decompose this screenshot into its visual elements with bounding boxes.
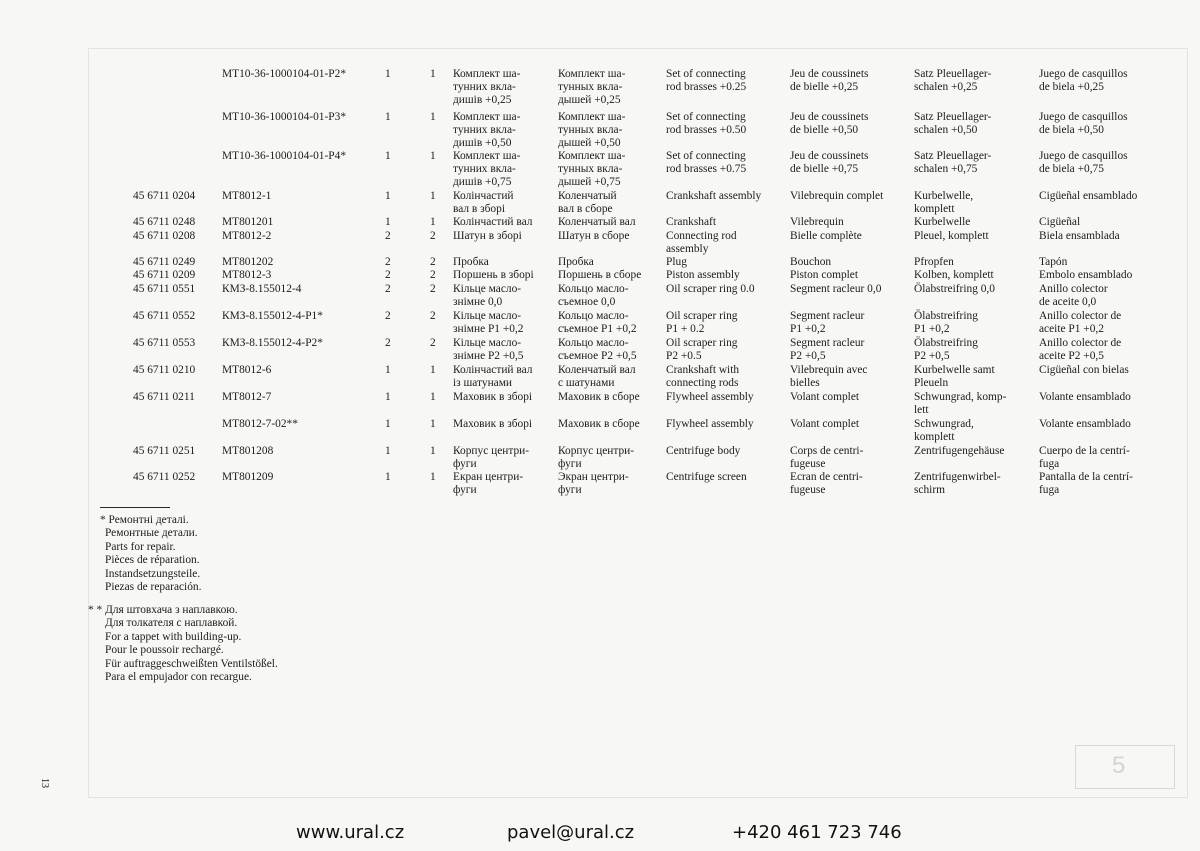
name-english: Piston assembly bbox=[666, 269, 740, 281]
footnote-line: Pour le poussoir rechargé. bbox=[105, 644, 224, 657]
part-number: MT10-36-1000104-01-P2* bbox=[222, 68, 347, 80]
name-french: Bielle complète bbox=[790, 230, 862, 242]
name-german: Ölabstreifring P1 +0,2 bbox=[914, 310, 978, 335]
name-english: Set of connecting rod brasses +0.25 bbox=[666, 68, 747, 93]
name-russian: Поршень в сборе bbox=[558, 269, 642, 281]
name-ukrainian: Комплект ша- тунних вкла- дишів +0,75 bbox=[453, 150, 521, 188]
name-ukrainian: Маховик в зборі bbox=[453, 391, 533, 403]
part-number: MT8012-7-02** bbox=[222, 418, 298, 430]
quantity-b: 2 bbox=[430, 337, 436, 349]
name-english: Oil scraper ring 0.0 bbox=[666, 283, 755, 295]
quantity-b: 1 bbox=[430, 364, 436, 376]
quantity-a: 2 bbox=[385, 310, 391, 322]
quantity-b: 1 bbox=[430, 471, 436, 483]
name-english: Centrifuge body bbox=[666, 445, 741, 457]
footnote-line: Для толкателя с наплавкой. bbox=[105, 617, 238, 630]
part-number: MT801208 bbox=[222, 445, 274, 457]
footnote-line: Ремонтные детали. bbox=[105, 527, 198, 540]
name-ukrainian: Колінчастий вал bbox=[453, 216, 533, 228]
name-english: Crankshaft assembly bbox=[666, 190, 762, 202]
name-german: Kolben, komplett bbox=[914, 269, 994, 281]
part-number: MT8012-1 bbox=[222, 190, 272, 202]
name-german: Zentrifugengehäuse bbox=[914, 445, 1005, 457]
name-russian: Корпус центри- фуги bbox=[558, 445, 635, 470]
quantity-b: 1 bbox=[430, 391, 436, 403]
name-russian: Маховик в сборе bbox=[558, 391, 640, 403]
name-ukrainian: Маховик в зборі bbox=[453, 418, 533, 430]
catalog-number: 45 6711 0553 bbox=[133, 337, 196, 349]
name-russian: Кольцо масло- съемное 0,0 bbox=[558, 283, 629, 308]
name-french: Jeu de coussinets de bielle +0,25 bbox=[790, 68, 869, 93]
name-ukrainian: Кільце масло- знімне 0,0 bbox=[453, 283, 522, 308]
part-number: КМЗ-8.155012-4 bbox=[222, 283, 302, 295]
part-number: MT8012-2 bbox=[222, 230, 272, 242]
quantity-a: 2 bbox=[385, 337, 391, 349]
footer-website-link[interactable]: www.ural.cz bbox=[296, 822, 405, 843]
name-german: Kurbelwelle bbox=[914, 216, 971, 228]
name-spanish: Juego de casquillos de biela +0,50 bbox=[1039, 111, 1128, 136]
name-german: Satz Pleuellager- schalen +0,50 bbox=[914, 111, 992, 136]
name-english: Crankshaft bbox=[666, 216, 716, 228]
name-french: Segment racleur P2 +0,5 bbox=[790, 337, 865, 362]
part-number: MT801209 bbox=[222, 471, 274, 483]
name-ukrainian: Пробка bbox=[453, 256, 489, 268]
name-russian: Коленчатый вал в сборе bbox=[558, 190, 617, 215]
name-german: Satz Pleuellager- schalen +0,25 bbox=[914, 68, 992, 93]
name-french: Volant complet bbox=[790, 391, 860, 403]
name-spanish: Anillo colector de aceite P2 +0,5 bbox=[1039, 337, 1122, 362]
quantity-a: 1 bbox=[385, 68, 391, 80]
footnote-line: Piezas de reparación. bbox=[105, 581, 202, 594]
quantity-b: 1 bbox=[430, 216, 436, 228]
name-french: Jeu de coussinets de bielle +0,75 bbox=[790, 150, 869, 175]
name-ukrainian: Екран центри- фуги bbox=[453, 471, 524, 496]
footnote-line: Instandsetzungsteile. bbox=[105, 567, 201, 580]
name-spanish: Volante ensamblado bbox=[1039, 391, 1131, 403]
quantity-a: 1 bbox=[385, 150, 391, 162]
name-ukrainian: Кільце масло- знімне P2 +0,5 bbox=[453, 337, 524, 362]
name-english: Oil scraper ring P1 + 0.2 bbox=[666, 310, 738, 335]
name-russian: Пробка bbox=[558, 256, 594, 268]
name-french: Piston complet bbox=[790, 269, 859, 281]
name-english: Connecting rod assembly bbox=[666, 230, 737, 255]
name-ukrainian: Комплект ша- тунних вкла- дишів +0,25 bbox=[453, 68, 521, 106]
part-number: MT8012-6 bbox=[222, 364, 272, 376]
name-english: Flywheel assembly bbox=[666, 391, 754, 403]
quantity-b: 2 bbox=[430, 256, 436, 268]
catalog-number: 45 6711 0208 bbox=[133, 230, 196, 242]
name-german: Pfropfen bbox=[914, 256, 954, 268]
name-german: Schwungrad, komp- lett bbox=[914, 391, 1007, 416]
part-number: MT10-36-1000104-01-P4* bbox=[222, 150, 347, 162]
quantity-a: 1 bbox=[385, 364, 391, 376]
name-french: Segment racleur 0,0 bbox=[790, 283, 882, 295]
name-french: Jeu de coussinets de bielle +0,50 bbox=[790, 111, 869, 136]
name-french: Vilebrequin bbox=[790, 216, 844, 228]
part-number: MT10-36-1000104-01-P3* bbox=[222, 111, 347, 123]
catalog-number: 45 6711 0211 bbox=[133, 391, 195, 403]
name-ukrainian: Колінчастий вал із шатунами bbox=[453, 364, 533, 389]
quantity-a: 2 bbox=[385, 269, 391, 281]
name-english: Set of connecting rod brasses +0.75 bbox=[666, 150, 747, 175]
name-french: Volant complet bbox=[790, 418, 860, 430]
name-english: Set of connecting rod brasses +0.50 bbox=[666, 111, 747, 136]
quantity-a: 2 bbox=[385, 256, 391, 268]
quantity-b: 1 bbox=[430, 111, 436, 123]
name-english: Plug bbox=[666, 256, 687, 268]
name-russian: Маховик в сборе bbox=[558, 418, 640, 430]
name-german: Ölabstreifring P2 +0,5 bbox=[914, 337, 978, 362]
name-german: Ölabstreifring 0,0 bbox=[914, 283, 995, 295]
footnote-line: Für auftraggeschweißten Ventilstößel. bbox=[105, 657, 278, 670]
footnote-line: * Ремонтні деталі. bbox=[100, 514, 189, 526]
part-number: КМЗ-8.155012-4-P2* bbox=[222, 337, 323, 349]
name-german: Satz Pleuellager- schalen +0,75 bbox=[914, 150, 992, 175]
name-russian: Комплект ша- тунных вкла- дышей +0,50 bbox=[558, 111, 626, 149]
name-french: Segment racleur P1 +0,2 bbox=[790, 310, 865, 335]
name-spanish: Cigüeñal con bielas bbox=[1039, 364, 1129, 376]
part-number: MT801202 bbox=[222, 256, 274, 268]
name-ukrainian: Корпус центри- фуги bbox=[453, 445, 530, 470]
quantity-a: 1 bbox=[385, 418, 391, 430]
name-spanish: Anillo colector de aceite P1 +0,2 bbox=[1039, 310, 1122, 335]
quantity-b: 1 bbox=[430, 445, 436, 457]
name-english: Oil scraper ring P2 +0.5 bbox=[666, 337, 738, 362]
footer-phone: +420 461 723 746 bbox=[732, 822, 902, 843]
catalog-number: 45 6711 0249 bbox=[133, 256, 196, 268]
footnote-line: Para el empujador con recargue. bbox=[105, 671, 252, 684]
catalog-number: 45 6711 0210 bbox=[133, 364, 196, 376]
catalog-number: 45 6711 0204 bbox=[133, 190, 196, 202]
catalog-number: 45 6711 0551 bbox=[133, 283, 196, 295]
catalog-number: 45 6711 0252 bbox=[133, 471, 196, 483]
name-english: Flywheel assembly bbox=[666, 418, 754, 430]
quantity-a: 2 bbox=[385, 230, 391, 242]
name-spanish: Cuerpo de la centrí- fuga bbox=[1039, 445, 1130, 470]
footnote-line: For a tappet with building-up. bbox=[105, 630, 242, 643]
name-ukrainian: Колінчастий вал в зборі bbox=[453, 190, 514, 215]
quantity-a: 1 bbox=[385, 391, 391, 403]
quantity-b: 1 bbox=[430, 418, 436, 430]
name-russian: Экран центри- фуги bbox=[558, 471, 629, 496]
page-number: 13 bbox=[39, 778, 50, 788]
quantity-b: 1 bbox=[430, 150, 436, 162]
name-german: Kurbelwelle, komplett bbox=[914, 190, 974, 215]
name-spanish: Pantalla de la centrí- fuga bbox=[1039, 471, 1133, 496]
name-ukrainian: Шатун в зборі bbox=[453, 230, 522, 242]
catalog-number: 45 6711 0251 bbox=[133, 445, 196, 457]
name-spanish: Cigüeñal ensamblado bbox=[1039, 190, 1138, 202]
quantity-b: 2 bbox=[430, 310, 436, 322]
part-number: MT801201 bbox=[222, 216, 274, 228]
name-spanish: Embolo ensamblado bbox=[1039, 269, 1133, 281]
quantity-b: 1 bbox=[430, 68, 436, 80]
catalog-number: 45 6711 0552 bbox=[133, 310, 196, 322]
part-number: КМЗ-8.155012-4-P1* bbox=[222, 310, 323, 322]
part-number: MT8012-3 bbox=[222, 269, 272, 281]
name-german: Pleuel, komplett bbox=[914, 230, 989, 242]
name-german: Schwungrad, komplett bbox=[914, 418, 974, 443]
footnote-divider bbox=[100, 507, 170, 508]
quantity-b: 2 bbox=[430, 283, 436, 295]
name-ukrainian: Комплект ша- тунних вкла- дишів +0,50 bbox=[453, 111, 521, 149]
name-spanish: Anillo colector de aceite 0,0 bbox=[1039, 283, 1108, 308]
footnote-repair-parts bbox=[100, 514, 201, 594]
name-spanish: Tapón bbox=[1039, 256, 1068, 268]
bleed-through-number: 5 bbox=[1112, 752, 1126, 779]
name-russian: Шатун в сборе bbox=[558, 230, 630, 242]
quantity-b: 2 bbox=[430, 230, 436, 242]
name-french: Corps de centri- fugeuse bbox=[790, 445, 864, 470]
catalog-number: 45 6711 0209 bbox=[133, 269, 196, 281]
name-german: Kurbelwelle samt Pleueln bbox=[914, 364, 995, 389]
quantity-a: 2 bbox=[385, 283, 391, 295]
quantity-b: 1 bbox=[430, 190, 436, 202]
name-russian: Комплект ша- тунных вкла- дышей +0,25 bbox=[558, 68, 626, 106]
name-spanish: Juego de casquillos de biela +0,75 bbox=[1039, 150, 1128, 175]
name-french: Vilebrequin complet bbox=[790, 190, 884, 202]
quantity-a: 1 bbox=[385, 190, 391, 202]
name-english: Centrifuge screen bbox=[666, 471, 747, 483]
footnote-tappet bbox=[88, 604, 278, 684]
name-french: Ecran de centri- fugeuse bbox=[790, 471, 863, 496]
name-spanish: Cigüeñal bbox=[1039, 216, 1081, 228]
quantity-a: 1 bbox=[385, 471, 391, 483]
name-spanish: Volante ensamblado bbox=[1039, 418, 1131, 430]
name-russian: Комплект ша- тунных вкла- дышей +0,75 bbox=[558, 150, 626, 188]
part-number: MT8012-7 bbox=[222, 391, 272, 403]
quantity-a: 1 bbox=[385, 216, 391, 228]
footnote-line: * * Для штовхача з наплавкою. bbox=[88, 604, 238, 616]
name-russian: Кольцо масло- съемное P1 +0,2 bbox=[558, 310, 637, 335]
name-spanish: Juego de casquillos de biela +0,25 bbox=[1039, 68, 1128, 93]
name-ukrainian: Кільце масло- знімне P1 +0,2 bbox=[453, 310, 524, 335]
quantity-a: 1 bbox=[385, 445, 391, 457]
footer-email-link[interactable]: pavel@ural.cz bbox=[507, 822, 635, 843]
catalog-number: 45 6711 0248 bbox=[133, 216, 196, 228]
name-french: Vilebrequin avec bielles bbox=[790, 364, 868, 389]
name-french: Bouchon bbox=[790, 256, 832, 268]
name-russian: Кольцо масло- съемное P2 +0,5 bbox=[558, 337, 637, 362]
name-german: Zentrifugenwirbel- schirm bbox=[914, 471, 1001, 496]
name-ukrainian: Поршень в зборі bbox=[453, 269, 534, 281]
name-russian: Коленчатый вал bbox=[558, 216, 636, 228]
quantity-a: 1 bbox=[385, 111, 391, 123]
name-spanish: Biela ensamblada bbox=[1039, 230, 1120, 242]
footnote-line: Pièces de réparation. bbox=[105, 554, 200, 567]
footnote-line: Parts for repair. bbox=[105, 540, 176, 553]
name-english: Crankshaft with connecting rods bbox=[666, 364, 740, 389]
name-russian: Коленчатый вал с шатунами bbox=[558, 364, 636, 389]
quantity-b: 2 bbox=[430, 269, 436, 281]
